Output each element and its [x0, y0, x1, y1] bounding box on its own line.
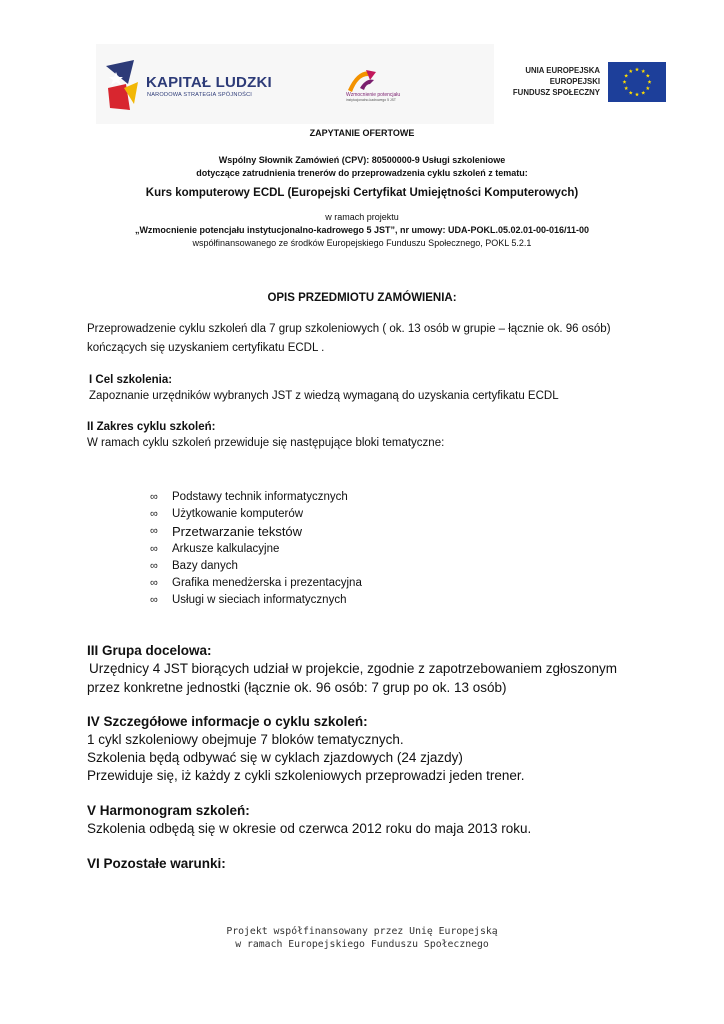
list-item-label: Podstawy technik informatycznych: [172, 490, 348, 503]
list-item: [150, 522, 362, 540]
eu-label-line3: FUNDUSZ SPOŁECZNY: [512, 88, 600, 97]
infinity-bullet-icon: ∞: [150, 576, 158, 589]
subject-heading: OPIS PRZEDMIOTU ZAMÓWIENIA:: [267, 292, 457, 304]
section-2-text: W ramach cyklu szkoleń przewiduje się następujące bloki tematyczne:: [87, 437, 445, 449]
project-name: „Wzmocnienie potencjału instytucjonalno-kadrowego 5 JST”, nr umowy: UDA-POKL.05.02.01-00-016/11-00: [134, 225, 590, 235]
section-4-line-1: 1 cykl szkoleniowy obejmuje 7 bloków tematycznych.: [87, 732, 404, 747]
project-prefix: w ramach projektu: [325, 212, 399, 222]
list-item: [150, 591, 362, 608]
section-3-line-2: przez konkretne jednostki (łącznie ok. 96 osób: 7 grup po ok. 13 osób): [87, 680, 507, 695]
project-logo-line1: Wzmocnienie potencjału: [346, 92, 401, 98]
summary-line-2: kończących się uzyskaniem certyfikatu ECDL .: [87, 342, 325, 354]
eu-label-line1: UNIA EUROPEJSKA: [525, 66, 600, 75]
infinity-bullet-icon: ∞: [150, 593, 158, 606]
section-1-text: Zapoznanie urzędników wybranych JST z wiedzą wymaganą do uzyskania certyfikatu ECDL: [89, 390, 559, 402]
list-item-label: Użytkowanie komputerów: [172, 507, 304, 520]
infinity-bullet-icon: ∞: [150, 490, 158, 503]
section-4-heading: IV Szczegółowe informacje o cyklu szkoleń:: [87, 714, 368, 729]
topic-list: [150, 488, 362, 608]
section-5-text: Szkolenia odbędą się w okresie od czerwca 2012 roku do maja 2013 roku.: [87, 821, 532, 836]
section-1-heading: I Cel szkolenia:: [89, 374, 173, 386]
footer: [0, 925, 724, 951]
infinity-bullet-icon: ∞: [150, 525, 158, 537]
eu-label: [512, 65, 600, 98]
list-item: [150, 505, 362, 522]
infinity-bullet-icon: ∞: [150, 559, 158, 572]
eu-flag-icon: [608, 62, 666, 102]
course-title: Kurs komputerowy ECDL (Europejski Certyfikat Umiejętności Komputerowych): [145, 187, 579, 199]
list-item-label: Usługi w sieciach informatycznych: [172, 593, 347, 606]
summary-line-1: Przeprowadzenie cyklu szkoleń dla 7 grup szkoleniowych ( ok. 13 osób w grupie – łącznie ok. 96 osób): [87, 323, 611, 335]
list-item: [150, 540, 362, 557]
kapital-ludzki-title: KAPITAŁ LUDZKI: [146, 74, 272, 91]
footer-line-2: w ramach Europejskiego Funduszu Społecznego: [235, 939, 489, 950]
list-item: [150, 557, 362, 574]
cpv-line-2: dotyczące zatrudnienia trenerów do przeprowadzenia cyklu szkoleń z tematu:: [196, 168, 528, 178]
list-item-label: Grafika menedżerska i prezentacyjna: [172, 576, 362, 589]
section-5-heading: V Harmonogram szkoleń:: [87, 803, 250, 818]
list-item: [150, 574, 362, 591]
infinity-bullet-icon: ∞: [150, 542, 158, 555]
infinity-bullet-icon: ∞: [150, 507, 158, 520]
document-type: ZAPYTANIE OFERTOWE: [309, 128, 415, 138]
footer-line-1: Projekt współfinansowany przez Unię Europejską: [226, 926, 498, 937]
cofinanced-line: współfinansowanego ze środków Europejskiego Funduszu Społecznego, POKL 5.2.1: [192, 238, 532, 248]
list-item-label: Bazy danych: [172, 559, 238, 572]
eu-label-line2: EUROPEJSKI: [549, 77, 600, 86]
section-3-heading: III Grupa docelowa:: [87, 643, 212, 658]
list-item: [150, 488, 362, 505]
list-item-label: Arkusze kalkulacyjne: [172, 542, 280, 555]
section-4-line-2: Szkolenia będą odbywać się w cyklach zjazdowych (24 zjazdy): [87, 750, 463, 765]
section-2-heading: II Zakres cyklu szkoleń:: [87, 421, 216, 433]
kapital-ludzki-subtitle: NARODOWA STRATEGIA SPÓJNOŚCI: [147, 92, 253, 98]
section-3-line-1: Urzędnicy 4 JST biorących udział w projekcie, zgodnie z zapotrzebowaniem zgłoszonym: [89, 661, 617, 676]
section-4-line-3: Przewiduje się, iż każdy z cykli szkoleniowych przeprowadzi jeden trener.: [87, 768, 525, 783]
section-6-heading: VI Pozostałe warunki:: [87, 856, 226, 871]
cpv-line-1: Wspólny Słownik Zamówień (CPV): 80500000-9 Usługi szkoleniowe: [218, 155, 506, 165]
project-logo-line2: instytucjonalno-kadrowego 5 JST: [346, 98, 396, 102]
list-item-label: Przetwarzanie tekstów: [172, 523, 303, 539]
